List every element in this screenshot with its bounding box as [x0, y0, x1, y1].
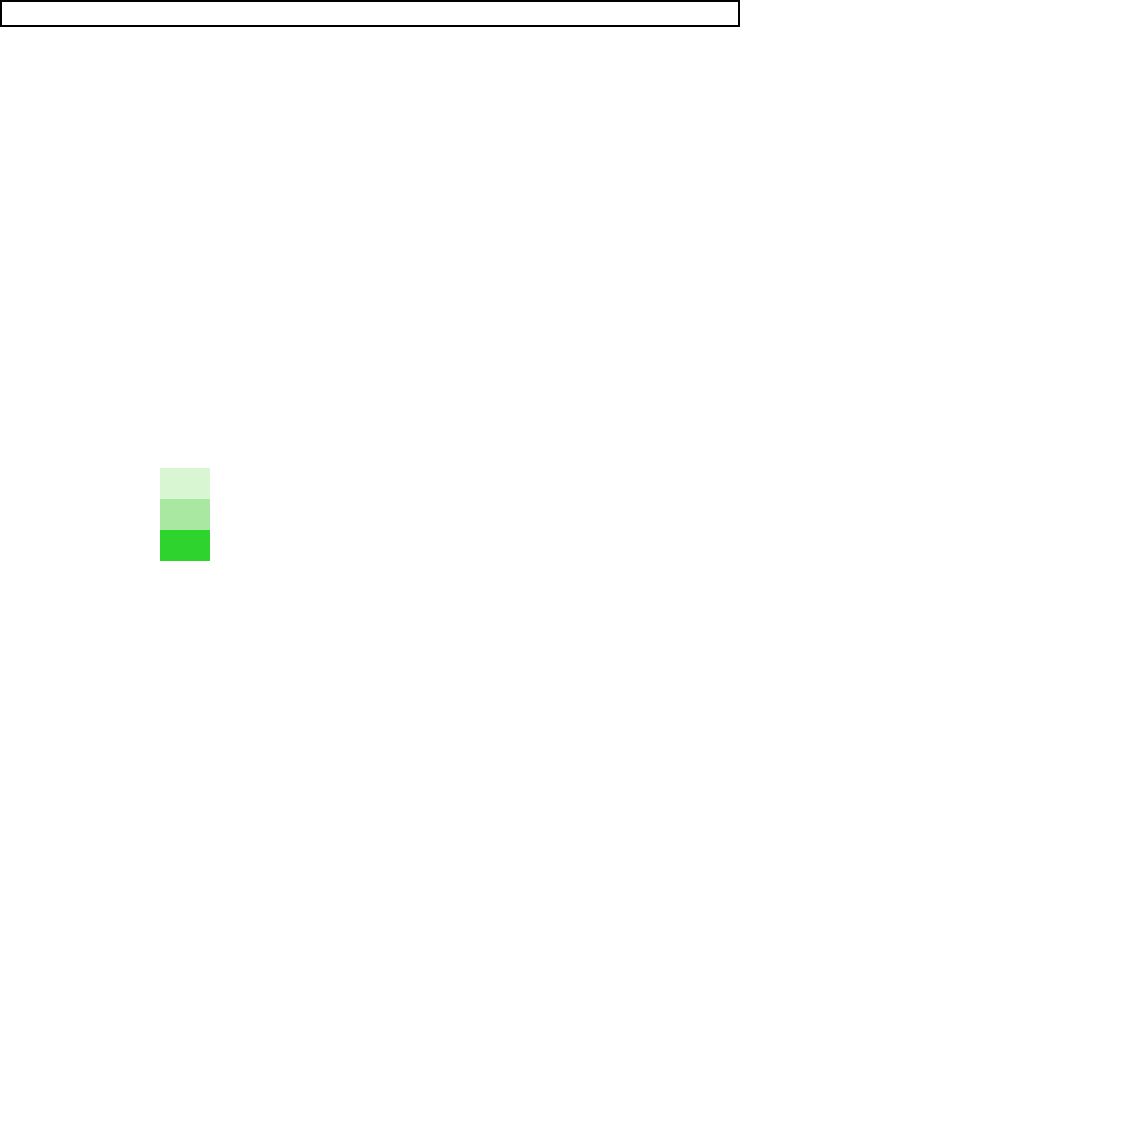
precip-pressure-chart: [285, 781, 1025, 866]
upper-air-chart: [285, 100, 1025, 615]
rh90-swatch: [160, 530, 210, 561]
temp-dew-chart: [285, 877, 1025, 992]
rh80-swatch: [160, 499, 210, 530]
wind-chill-chart: [285, 1003, 1025, 1108]
wind-10m-chart: [285, 650, 1025, 775]
weekday-strip: [0, 0, 740, 27]
rh70-swatch: [160, 468, 210, 499]
